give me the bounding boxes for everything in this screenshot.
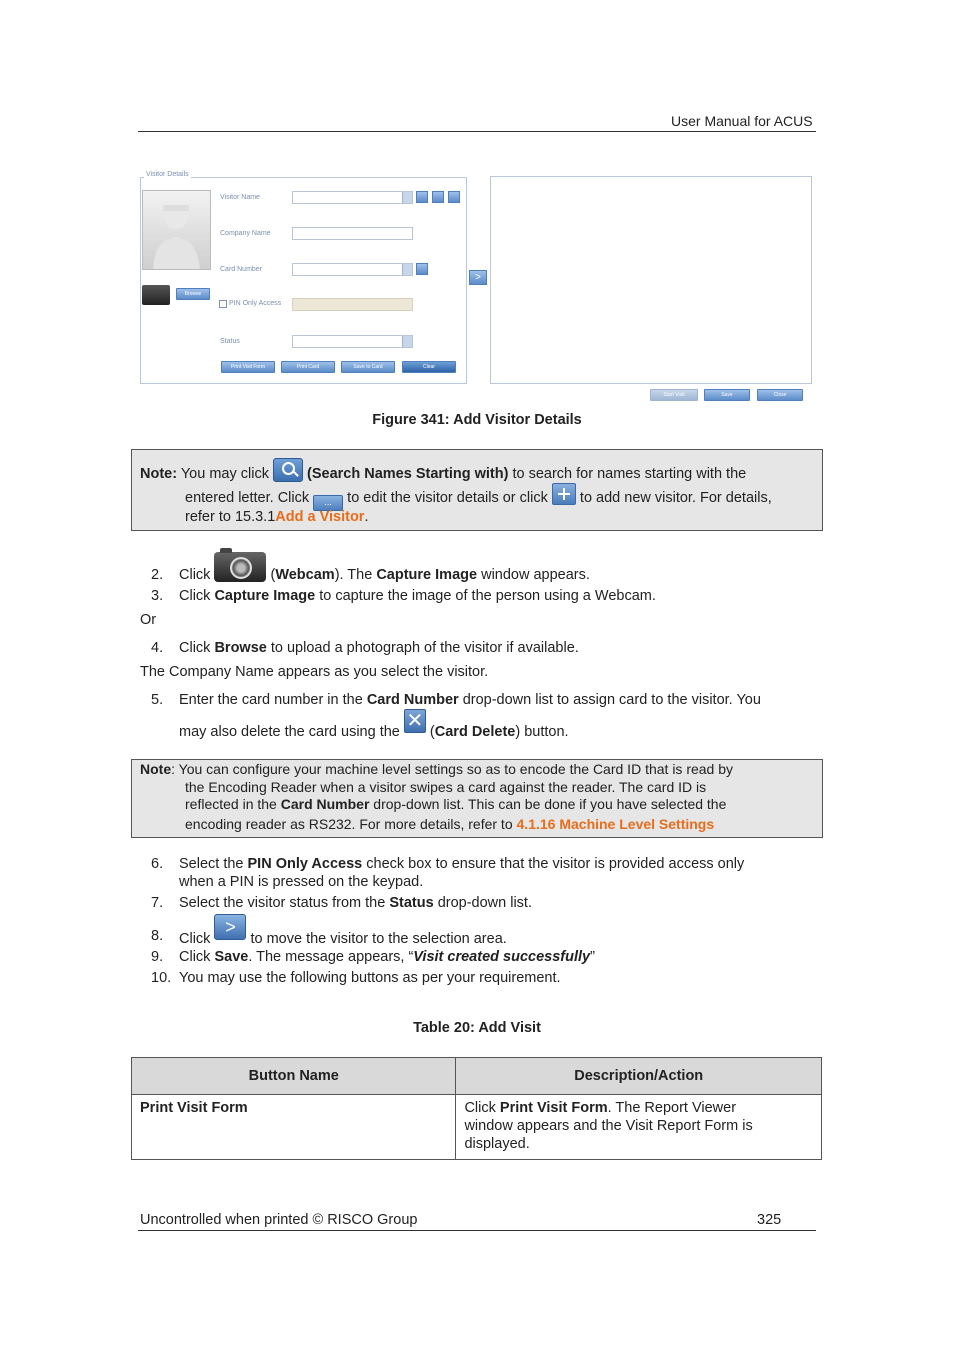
step-9-text bbox=[179, 949, 595, 965]
add-icon[interactable] bbox=[448, 191, 460, 203]
step-text: check box to ensure that the visitor is provided access only bbox=[362, 856, 745, 872]
step-text: Enter the card number in the bbox=[179, 692, 367, 708]
add-visit-table bbox=[131, 1057, 822, 1160]
step-bold: Capture Image bbox=[214, 588, 316, 604]
step-10-number: 10. bbox=[151, 970, 172, 986]
edit-icon[interactable] bbox=[432, 191, 444, 203]
step-bold: Webcam bbox=[275, 567, 335, 583]
browse-button[interactable]: Browse bbox=[176, 288, 210, 300]
note-box-1 bbox=[131, 449, 823, 531]
note2-line3 bbox=[185, 796, 726, 812]
step-bold: Browse bbox=[214, 640, 267, 656]
card-delete-icon[interactable] bbox=[416, 263, 428, 275]
step-3-text bbox=[179, 588, 656, 604]
clear-button[interactable]: Clear bbox=[402, 361, 456, 373]
table-cell-description bbox=[456, 1095, 822, 1160]
note1-line3 bbox=[185, 509, 368, 525]
note1-text: to search for names starting with the bbox=[508, 466, 747, 482]
note1-text: to add new visitor. For details, bbox=[575, 490, 772, 506]
start-visit-button[interactable]: Start Visit bbox=[650, 389, 698, 401]
step-2-text: Click (Webcam). The Capture Image window appears. bbox=[179, 552, 590, 583]
step-bold: Save bbox=[214, 949, 249, 965]
photo-placeholder bbox=[142, 190, 211, 270]
add-visitor-link[interactable]: Add a Visitor bbox=[275, 509, 365, 525]
step-text: window appears. bbox=[477, 567, 590, 583]
pin-field bbox=[292, 298, 413, 311]
page-number: 325 bbox=[757, 1212, 782, 1228]
save-figure-button[interactable]: Save bbox=[704, 389, 750, 401]
card-number-dropdown[interactable] bbox=[292, 263, 413, 276]
step-text: ). The bbox=[334, 567, 377, 583]
print-card-button[interactable]: Print Card bbox=[281, 361, 335, 373]
step-6-text-line1 bbox=[179, 856, 744, 872]
company-line: The Company Name appears as you select the visitor. bbox=[140, 664, 489, 680]
company-name-label: Company Name bbox=[220, 230, 271, 237]
print-visit-form-button[interactable]: Print Visit Form bbox=[221, 361, 275, 373]
cell-bold: Print Visit Form bbox=[499, 1100, 608, 1116]
step-bold: Card Delete bbox=[434, 724, 516, 740]
or-text: Or bbox=[140, 612, 157, 628]
close-figure-button[interactable]: Close bbox=[757, 389, 803, 401]
note1-bold: (Search Names Starting with) bbox=[307, 466, 509, 482]
table-header: Button Name bbox=[132, 1058, 456, 1095]
note2-text: : You can configure your machine level settings so as to encode the Card ID that is read by bbox=[171, 761, 734, 777]
note1-text: You may click bbox=[177, 466, 273, 482]
note2-line2: the Encoding Reader when a visitor swipes a card against the reader. The card ID is bbox=[185, 779, 707, 795]
step-bold-italic: Visit created successfully bbox=[413, 949, 591, 965]
status-dropdown[interactable] bbox=[292, 335, 413, 348]
step-2-number: 2. bbox=[151, 567, 164, 583]
step-5-text-line2: may also delete the card using the ✕ (Card Delete) button. bbox=[179, 710, 569, 740]
table-header: Description/Action bbox=[456, 1058, 822, 1095]
note2-line1 bbox=[140, 761, 733, 777]
step-text: to move the visitor to the selection area. bbox=[246, 931, 507, 947]
step-6-number: 6. bbox=[151, 856, 164, 872]
step-7-text bbox=[179, 895, 532, 911]
step-8-text bbox=[179, 914, 507, 947]
step-3-number: 3. bbox=[151, 588, 164, 604]
visitor-name-label: Visitor Name bbox=[220, 194, 260, 201]
step-text: ” bbox=[590, 949, 595, 965]
step-text: . The message appears, “ bbox=[248, 949, 414, 965]
step-text: drop-down list to assign card to the visitor. You bbox=[458, 692, 761, 708]
step-7-number: 7. bbox=[151, 895, 164, 911]
step-bold: Card Number bbox=[366, 692, 459, 708]
machine-level-settings-link[interactable]: 4.1.16 Machine Level Settings bbox=[516, 816, 715, 832]
step-text: may also delete the card using the bbox=[179, 724, 404, 740]
cell-text: window appears and the Visit Report Form is bbox=[464, 1118, 753, 1134]
note1-label: Note: bbox=[140, 466, 178, 482]
step-text: Click bbox=[179, 588, 215, 604]
note2-label: Note bbox=[140, 761, 172, 777]
company-name-field[interactable] bbox=[292, 227, 413, 240]
step-4-text bbox=[179, 640, 579, 656]
step-text: ) button. bbox=[515, 724, 569, 740]
footer-rule bbox=[138, 1230, 816, 1231]
step-text: drop-down list. bbox=[433, 895, 532, 911]
step-9-number: 9. bbox=[151, 949, 164, 965]
note2-line4 bbox=[185, 816, 714, 832]
step-text: Select the visitor status from the bbox=[179, 895, 390, 911]
step-6-text-line2: when a PIN is pressed on the keypad. bbox=[179, 874, 424, 890]
step-text: Click bbox=[179, 949, 215, 965]
step-text: Click bbox=[179, 640, 215, 656]
note2-text: reflected in the bbox=[185, 796, 281, 812]
header-title: User Manual for ACUS bbox=[671, 113, 813, 129]
note1-text: to edit the visitor details or click bbox=[343, 490, 552, 506]
search-icon[interactable] bbox=[416, 191, 428, 203]
table-header-row bbox=[132, 1058, 822, 1095]
pin-only-checkbox[interactable] bbox=[219, 300, 227, 308]
figure-visitor-details bbox=[138, 170, 814, 406]
step-bold: PIN Only Access bbox=[247, 856, 363, 872]
note2-text: drop-down list. This can be done if you have selected the bbox=[369, 796, 727, 812]
visitor-name-dropdown[interactable] bbox=[292, 191, 413, 204]
note1-line1 bbox=[140, 458, 746, 482]
step-text: to upload a photograph of the visitor if available. bbox=[266, 640, 579, 656]
note1-line2 bbox=[185, 483, 772, 511]
card-delete-icon: ✕ bbox=[404, 709, 426, 733]
note2-bold: Card Number bbox=[280, 796, 370, 812]
note1-text: refer to 15.3.1 bbox=[185, 509, 276, 525]
card-number-label: Card Number bbox=[220, 266, 263, 273]
footer-left: Uncontrolled when printed © RISCO Group bbox=[140, 1212, 418, 1228]
arrow-right-icon: > bbox=[214, 914, 246, 940]
step-5-number: 5. bbox=[151, 692, 164, 708]
cell-text: displayed. bbox=[464, 1136, 530, 1152]
camera-icon[interactable] bbox=[142, 285, 170, 305]
edit-icon: ... bbox=[313, 495, 343, 511]
note1-text: entered letter. Click bbox=[185, 490, 314, 506]
step-text: to capture the image of the person using a Webcam. bbox=[315, 588, 656, 604]
table-cell-button-name: Print Visit Form bbox=[132, 1095, 456, 1160]
move-arrow-icon[interactable]: > bbox=[469, 270, 487, 285]
panel-title: Visitor Details bbox=[146, 171, 189, 178]
step-text: Select the bbox=[179, 856, 248, 872]
table-row bbox=[132, 1095, 822, 1160]
step-10-text: You may use the following buttons as per your requirement. bbox=[179, 970, 561, 986]
header-rule bbox=[138, 131, 816, 132]
status-label: Status bbox=[220, 338, 240, 345]
search-icon bbox=[273, 458, 303, 482]
plus-icon bbox=[552, 483, 576, 505]
step-4-number: 4. bbox=[151, 640, 164, 656]
cell-text: Click bbox=[464, 1100, 500, 1116]
note1-text: . bbox=[364, 509, 369, 525]
table-caption: Table 20: Add Visit bbox=[413, 1020, 541, 1036]
note2-text: encoding reader as RS232. For more details, refer to bbox=[185, 816, 517, 832]
step-text: Click bbox=[179, 931, 215, 947]
selection-area bbox=[490, 176, 812, 384]
step-5-text-line1 bbox=[179, 692, 761, 708]
step-8-number: 8. bbox=[151, 928, 164, 944]
step-bold: Status bbox=[389, 895, 434, 911]
pin-only-label: PIN Only Access bbox=[229, 300, 282, 307]
note-box-2 bbox=[131, 759, 823, 838]
figure-caption: Figure 341: Add Visitor Details bbox=[372, 412, 582, 428]
step-text: Click bbox=[179, 567, 215, 583]
cell-text: . The Report Viewer bbox=[607, 1100, 737, 1116]
webcam-icon bbox=[214, 552, 266, 582]
save-to-card-button[interactable]: Save to Card bbox=[341, 361, 395, 373]
step-bold: Capture Image bbox=[376, 567, 478, 583]
